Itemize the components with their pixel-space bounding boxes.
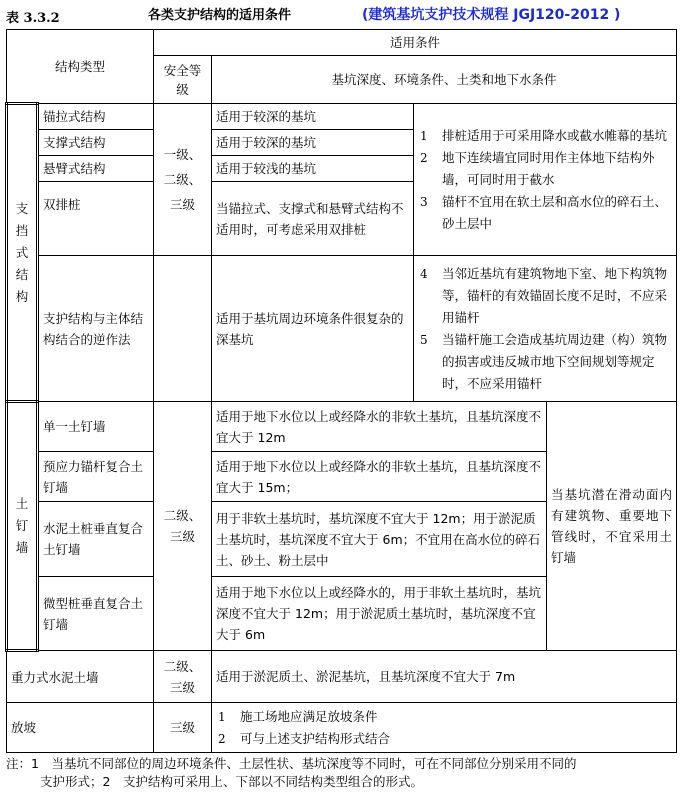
col-conditions: 基坑深度、环境条件、土类和地下水条件 [212,56,677,104]
row-prestressed-condition: 适用于地下水位以上或经降水的非软土基坑，且基坑深度不宜大于 15m； [212,452,547,502]
group4-safety: 三级 [154,703,212,753]
row-single-nail: 单一土钉墙 [38,402,154,452]
footnote [6,755,674,791]
row-cement-pile: 水泥土桩垂直复合土钉墙 [38,502,154,577]
group3-condition: 适用于淤泥质土、淤泥基坑，且基坑深度不宜大于 7m [212,651,677,703]
row-double-pile-condition: 当锚拉式、支撑式和悬臂式结构不适用时，可考虑采用双排桩 [212,182,414,256]
row-anchor-condition: 适用于较深的基坑 [212,104,414,130]
table-label: 表 3.3.2 [6,11,60,26]
row-cement-pile-condition: 用于非软土基坑时，基坑深度不宜大于 12m；用于淤泥质土基坑时，基坑深度不宜大于 6m；不宜用在高水位的碎石土、砂土、粉土层中 [212,502,547,577]
row-anchor: 锚拉式结构 [38,104,154,130]
group1-safety: 一级、二级、三级 [154,104,212,256]
support-structure-table [5,29,677,753]
group2-safety: 二级、三级 [154,402,212,651]
col-structure-type: 结构类型 [7,30,154,104]
row-top-down-condition: 适用于基坑周边环境条件很复杂的深基坑 [212,256,414,402]
group-soil-nail-wall: 土 钉 墙 [7,402,38,651]
group1-safety-blank [154,256,212,402]
row-double-pile: 双排桩 [38,182,154,256]
row-micro-pile: 微型桩垂直复合土钉墙 [38,577,154,651]
table-title: 各类支护结构的适用条件 [148,8,292,23]
group-gravity-wall: 重力式水泥土墙 [7,651,154,703]
row-single-nail-condition: 适用于地下水位以上或经降水的非软土基坑，且基坑深度不宜大于 12m [212,402,547,452]
group2-side-note: 当基坑潜在滑动面内有建筑物、重要地下管线时，不宜采用土钉墙 [547,402,677,651]
group1-notes-b: 4 当邻近基坑有建筑物地下室、地下构筑物等，锚杆的有效锚固长度不足时，不应采用锚杆 5 当锚杆施工会造成基坑周边建（构）筑物的损害或违反城市地下空间规划等规定时，不应采用锚杆 [414,256,677,402]
group-retaining-structure: 支 挡 式 结 构 [7,104,38,402]
row-micro-pile-condition: 适用于地下水位以上或经降水的，用于非软土基坑时，基坑深度不宜大于 12m；用于淤泥质土基坑时，基坑深度不宜大于 6m [212,577,547,651]
row-strut-condition: 适用于较深的基坑 [212,130,414,156]
row-cantilever: 悬臂式结构 [38,156,154,182]
group-slope: 放坡 [7,703,154,753]
source-standard: (建筑基坑支护技术规程 JGJ120-2012 ) [362,7,621,23]
group4-conditions: 1 施工场地应满足放坡条件 2 可与上述支护结构形式结合 [212,703,677,753]
footnote-line-2: 支护形式；2 支护结构可采用上、下部以不同结构类型组合的形式。 [40,774,423,789]
col-safety-level: 安全等级 [154,56,212,104]
row-top-down: 支护结构与主体结构结合的逆作法 [38,256,154,402]
table-header [0,0,680,28]
row-strut: 支撑式结构 [38,130,154,156]
row-cantilever-condition: 适用于较浅的基坑 [212,156,414,182]
group3-safety: 二级、三级 [154,651,212,703]
group1-notes-a: 1 排桩适用于可采用降水或截水帷幕的基坑 2 地下连续墙宜同时用作主体地下结构外墙，可同时用于截水 3 锚杆不宜用在软土层和高水位的碎石土、砂土层中 [414,104,677,256]
col-applicable: 适用条件 [154,30,677,56]
row-prestressed: 预应力锚杆复合土钉墙 [38,452,154,502]
footnote-line-1: 注：1 当基坑不同部位的周边环境条件、土层性状、基坑深度等不同时，可在不同部位分别采用不同的 [6,756,577,771]
